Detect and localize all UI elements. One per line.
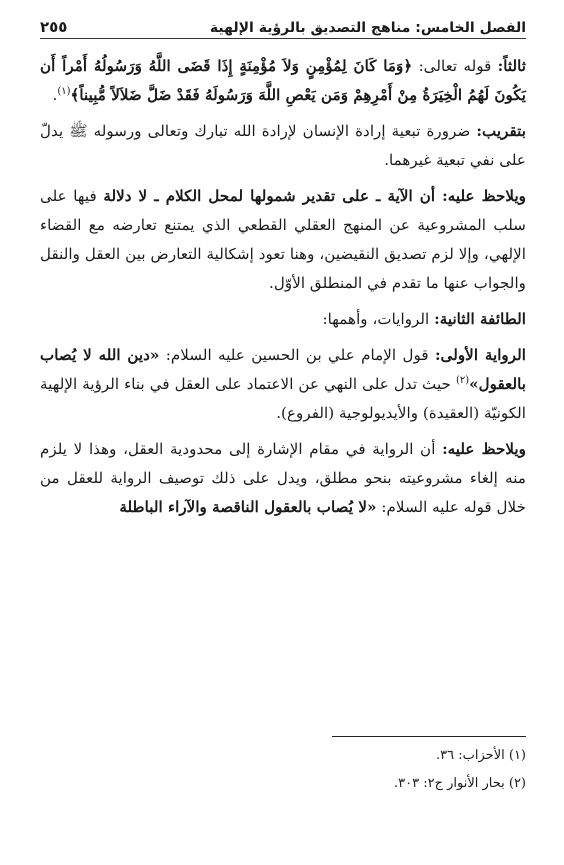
paragraph-text: أن الرواية في مقام الإشارة إلى محدودية العقل، وهذا لا يلزم منه إلغاء مشروعيته بنحو مطلق، ويدل على ذلك توصيف الرواية للعقل من خلال قوله عليه السلام: [40,440,526,516]
paragraph-lead: ويلاحظ عليه: أن الآية ـ على تقدير شمولها لمحل الكلام ـ لا دلالة [103,187,527,205]
paragraph-lead: ثالثاً: [497,57,526,75]
paragraph-explanation [40,117,526,175]
footnote-marker: (١) [57,85,71,97]
page-number: ٢٥٥ [40,18,68,36]
paragraph-text: حيث تدل على النهي عن الاعتماد على العقل في بناء الرؤية الإلهية الكونيّة (العقيدة) والأيديولوجية (الفروع). [40,375,526,422]
paragraph-text: قوله تعالى: [412,57,498,75]
paragraph-end: . [52,86,58,104]
paragraph-text: فيها على سلب المشروعية عن المنهج العقلي القطعي الذي يمتنع تعارضه مع القضاء الإلهي، وإلا لزم تصديق النقيضين، وهنا تعود إشكالية التعارض بين العقل والنقل والجواب عنها ما تقدم في المنطلق الأوّل. [40,187,526,292]
paragraph-lead: الطائفة الثانية: [434,310,526,328]
footnote-2: (٢) بحار الأنوار ج٢: ٣٠٣. [393,776,526,791]
running-title: الفصل الخامس: مناهج التصديق بالرؤية الإلهية [209,20,526,36]
footnote-1: (١) الأحزاب: ٣٦. [436,748,526,763]
header-rule [40,38,526,39]
page-header [40,6,526,36]
paragraph-first-narration [40,341,526,428]
footnote-rule [332,736,526,737]
footnote-marker: (٢) [455,374,470,386]
paragraph-third-evidence [40,52,526,110]
paragraph-text: الروايات، وأهمها: [322,310,435,328]
narration-quote: «دين الله لا يُصاب بالعقول» [40,346,526,393]
paragraph-objection-2 [40,435,526,522]
paragraph-objection-1 [40,182,526,298]
footnotes [40,742,526,798]
paragraph-lead: ويلاحظ عليه: [442,440,526,458]
paragraph-second-group [40,305,526,334]
narration-quote: «لا يُصاب بالعقول الناقصة والآراء الباطلة [119,498,377,516]
paragraph-lead: بتقريب: [476,122,526,140]
paragraph-lead: الرواية الأولى: [434,346,526,364]
paragraph-text: قول الإمام علي بن الحسين عليه السلام: [159,346,435,364]
paragraph-text: ضرورة تبعية إرادة الإنسان لإرادة الله تبارك وتعالى ورسوله ﷺ يدلّ على نفي تبعية غيرهما. [40,122,526,169]
main-text [40,52,526,529]
quran-verse: ﴿وَمَا كَانَ لِمُؤْمِنٍ وَلاَ مُؤْمِنَةٍ إِذَا قَضَى اللَّهُ وَرَسُولُهُ أَمْراً أَن يَكُونَ لَهُمُ الْخِيَرَةُ مِنْ أَمْرِهِمْ وَمَن يَعْصِ اللَّهَ وَرَسُولَهُ فَقَدْ ضَلَّ ضَلاَلاً مُّبِيناً﴾ [40,57,526,104]
